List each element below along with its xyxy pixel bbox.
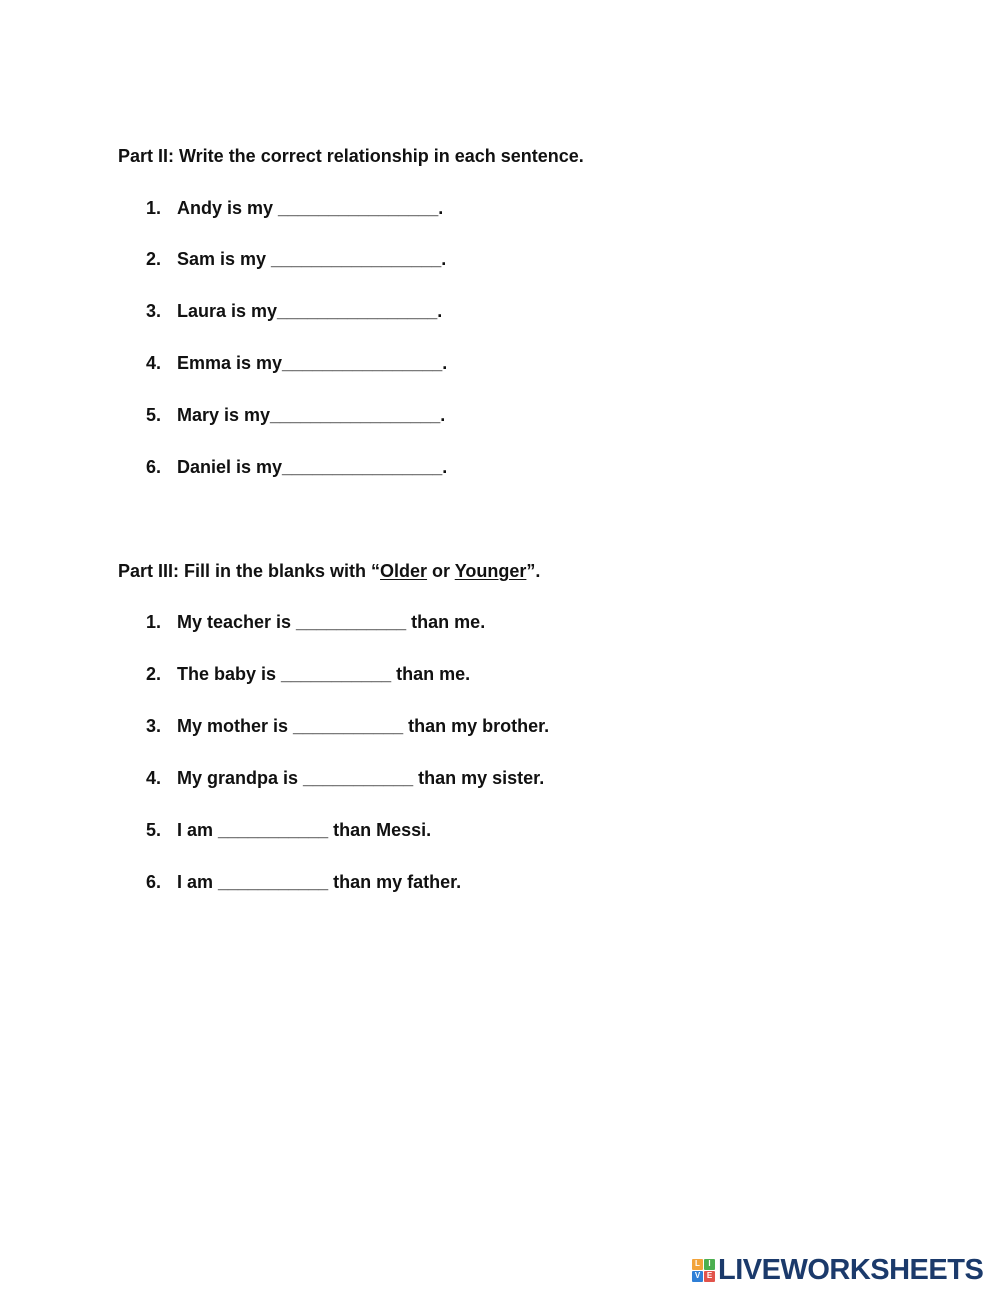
part3-heading-suffix: ”. bbox=[526, 561, 541, 581]
part3-item-3 bbox=[146, 715, 549, 737]
item-number: 1. bbox=[146, 198, 162, 218]
logo-blocks-icon bbox=[692, 1259, 715, 1282]
item-number: 1. bbox=[146, 612, 162, 632]
part2-item-1 bbox=[146, 197, 443, 219]
item-number: 3. bbox=[146, 301, 162, 321]
item-number: 2. bbox=[146, 249, 162, 269]
item-text: Laura is my________________. bbox=[177, 301, 443, 321]
logo-block-v: V bbox=[692, 1271, 703, 1282]
part2-item-4 bbox=[146, 352, 447, 374]
part3-item-4 bbox=[146, 767, 544, 789]
part3-item-1 bbox=[146, 611, 485, 633]
logo-block-e: E bbox=[704, 1271, 715, 1282]
option-older: Older bbox=[380, 561, 428, 581]
item-number: 3. bbox=[146, 716, 162, 736]
part3-item-2 bbox=[146, 663, 470, 685]
part3-heading-prefix: Part III: Fill in the blanks with “ bbox=[118, 561, 381, 581]
item-text: My teacher is ___________ than me. bbox=[177, 612, 486, 632]
item-number: 6. bbox=[146, 457, 162, 477]
liveworksheets-logo bbox=[692, 1255, 983, 1285]
item-text: Sam is my _________________. bbox=[177, 249, 447, 269]
part3-item-6 bbox=[146, 871, 461, 893]
item-number: 5. bbox=[146, 405, 162, 425]
logo-block-i: I bbox=[704, 1259, 715, 1270]
item-text: Mary is my_________________. bbox=[177, 405, 446, 425]
item-number: 4. bbox=[146, 353, 162, 373]
item-text: I am ___________ than my father. bbox=[177, 872, 462, 892]
part2-item-5 bbox=[146, 404, 445, 426]
part2-item-2 bbox=[146, 248, 446, 270]
item-text: Andy is my ________________. bbox=[177, 198, 444, 218]
part3-heading bbox=[118, 560, 540, 582]
part2-item-6 bbox=[146, 456, 447, 478]
item-text: My mother is ___________ than my brother. bbox=[177, 716, 550, 736]
item-number: 5. bbox=[146, 820, 162, 840]
item-number: 2. bbox=[146, 664, 162, 684]
item-text: My grandpa is ___________ than my sister. bbox=[177, 768, 545, 788]
item-number: 6. bbox=[146, 872, 162, 892]
logo-block-l: L bbox=[692, 1259, 703, 1270]
part3-item-5 bbox=[146, 819, 431, 841]
logo-text: LIVEWORKSHEETS bbox=[718, 1254, 984, 1286]
item-number: 4. bbox=[146, 768, 162, 788]
part2-heading: Part II: Write the correct relationship in each sentence. bbox=[118, 146, 584, 166]
part3-heading-connector: or bbox=[427, 561, 455, 581]
item-text: Emma is my________________. bbox=[177, 353, 448, 373]
item-text: Daniel is my________________. bbox=[177, 457, 448, 477]
item-text: The baby is ___________ than me. bbox=[177, 664, 471, 684]
item-text: I am ___________ than Messi. bbox=[177, 820, 432, 840]
option-younger: Younger bbox=[454, 561, 527, 581]
part2-item-3 bbox=[146, 300, 442, 322]
